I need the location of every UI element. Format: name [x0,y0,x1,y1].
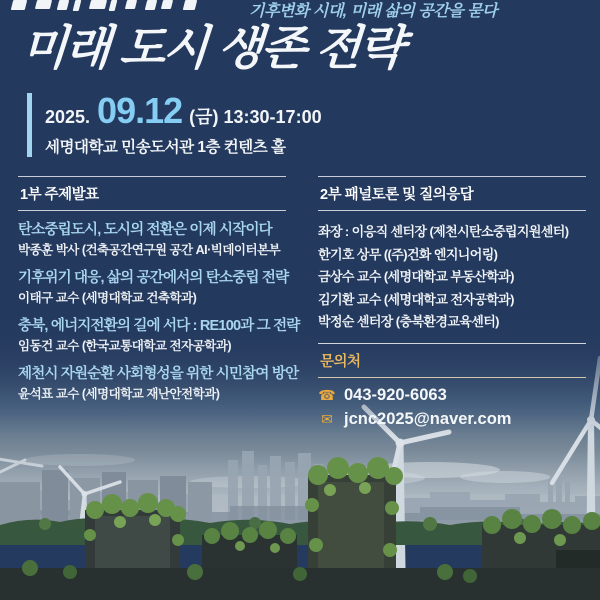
contact-email-row [318,410,586,429]
event-title: 미래 도시 생존 전략 [20,21,405,74]
event-datetime-block [27,90,322,157]
talk-speaker: 윤석표 교수 (세명대학교 재난안전학과) [18,387,220,401]
talk-speaker: 이태구 교수 (세명대학교 건축학과) [18,291,197,305]
session1-item [18,317,300,354]
mail-icon: ✉ [321,410,333,427]
session2-header: 2부 패널토론 및 질의응답 [318,176,586,211]
panelist: 금상수 교수 (세명대학교 부동산학과) [318,269,514,284]
contact-email: jcnc2025@naver.com [344,409,512,428]
contact-phone: 043-920-6063 [344,385,447,404]
contact-header: 문의처 [318,350,586,378]
contact-section [318,343,586,429]
session1-item [18,365,299,402]
phone-icon: ☎ [318,386,336,403]
session1-header: 1부 주제발표 [18,176,286,211]
event-year: 2025. [45,107,91,127]
panelist: 한기호 상무 ((주)건화 엔지니어링) [318,246,498,262]
session1-section [18,176,300,413]
talk-speaker: 박종훈 박사 (건축공간연구원 공간 AI·빅데이터본부 [18,243,281,257]
talk-topic: 충북, 에너지전환의 길에 서다 : RE100과 그 전략 [18,318,300,334]
event-date: 09.12 [97,90,183,131]
session1-item [18,221,286,258]
event-venue: 세명대학교 민송도서관 1층 컨텐츠 홀 [45,139,286,156]
talk-topic: 기후위기 대응, 삶의 공간에서의 탄소중립 전략 [18,270,289,286]
talk-topic: 제천시 자원순환 사회형성을 위한 시민참여 방안 [18,366,299,382]
talk-topic: 탄소중립도시, 도시의 전환은 이제 시작이다 [18,222,272,238]
event-date-row [45,90,322,131]
session2-section [318,176,586,429]
session1-item [18,269,289,306]
talk-speaker: 임동건 교수 (한국교통대학교 전자공학과) [18,339,232,353]
clipped-title-fragments [10,0,240,11]
panelist-list [318,221,586,334]
panelist: 박정순 센터장 (충북환경교육센터) [318,314,499,329]
panelist: 김기환 교수 (세명대학교 전자공학과) [318,291,514,307]
event-subtitle: 기후변화 시대, 미래 삶의 공간을 묻다 [249,3,498,20]
contact-phone-row [318,386,586,405]
event-time: (금) 13:30-17:00 [189,107,322,127]
panelist: 좌장 : 이응직 센터장 (제천시탄소중립지원센터) [318,224,569,239]
